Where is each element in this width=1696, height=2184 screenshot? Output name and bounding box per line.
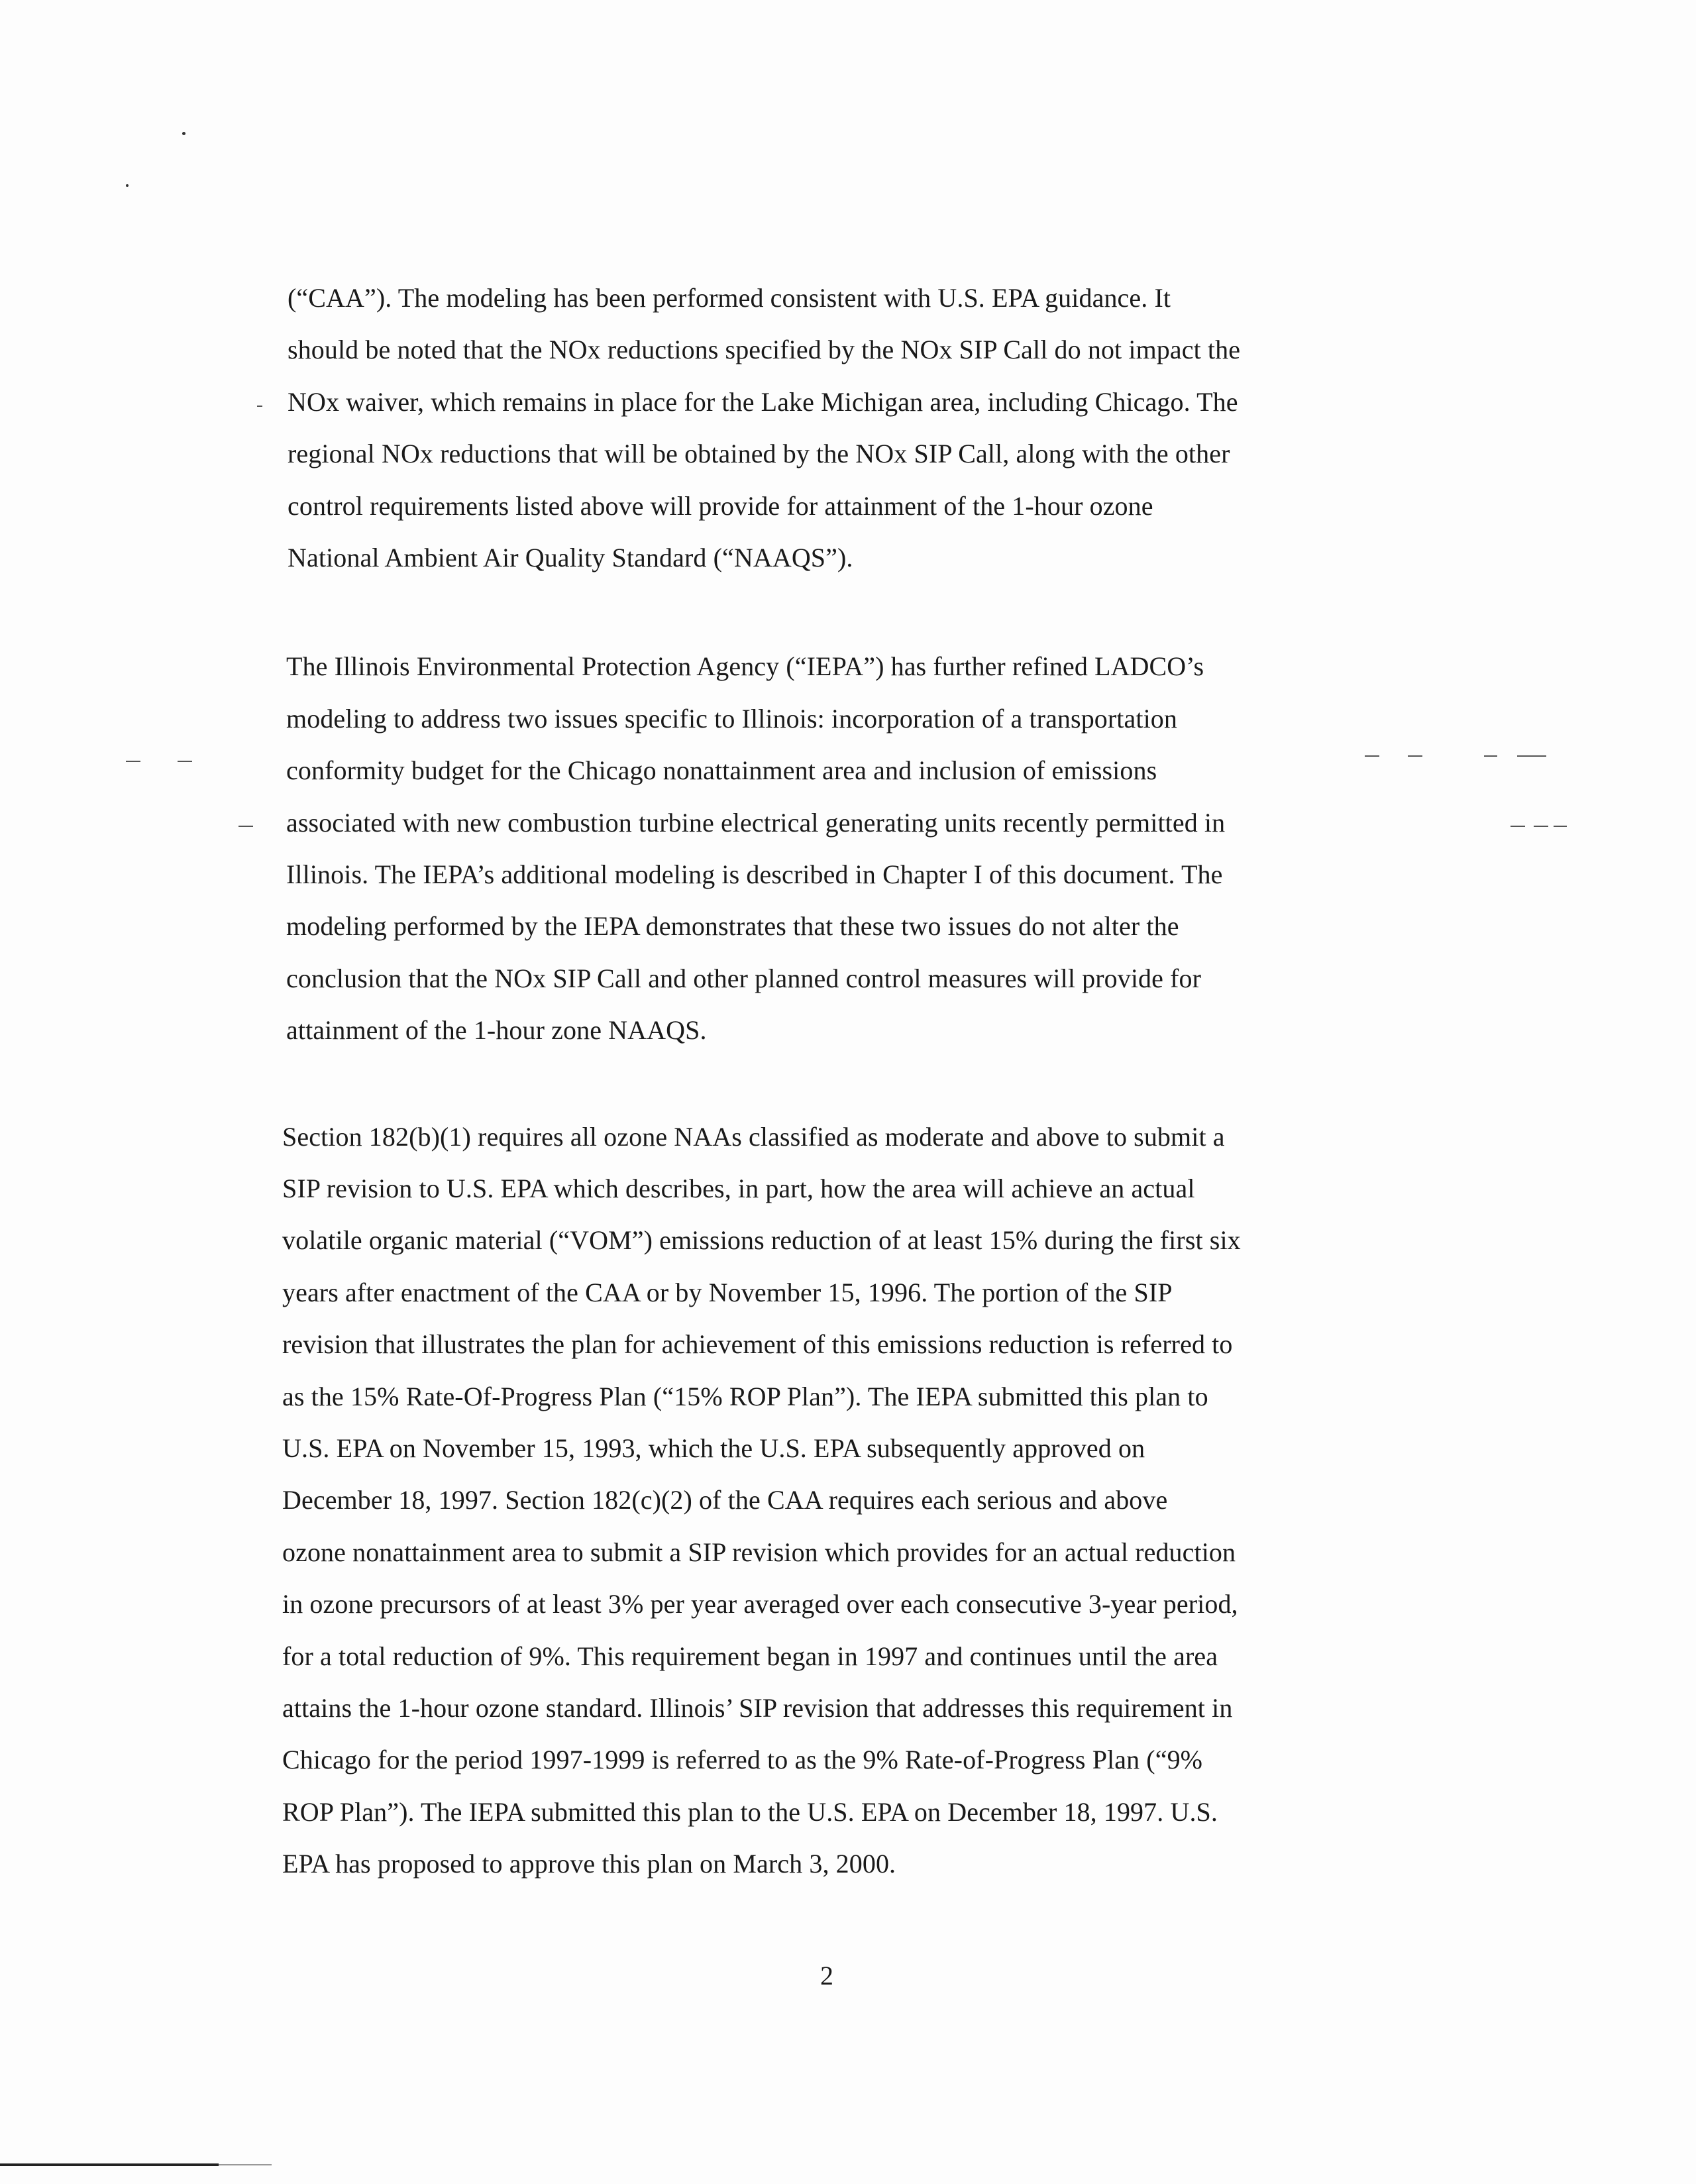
scan-mark — [1510, 826, 1525, 827]
text-line: as the 15% Rate-Of-Progress Plan (“15% ROP Plan”). The IEPA submitted this plan to — [282, 1382, 1208, 1411]
scan-edge-rule — [0, 2163, 219, 2166]
scan-speck — [126, 184, 129, 187]
text-line: attains the 1-hour ozone standard. Illinois’ SIP revision that addresses this requirement in — [282, 1693, 1233, 1723]
text-line: volatile organic material (“VOM”) emissions reduction of at least 15% during the first six — [282, 1225, 1241, 1255]
text-line: ROP Plan”). The IEPA submitted this plan to the U.S. EPA on December 18, 1997. U.S. — [282, 1797, 1218, 1827]
text-line: control requirements listed above will provide for attainment of the 1-hour ozone — [288, 491, 1153, 521]
scan-speck — [182, 132, 186, 135]
scan-mark — [1484, 755, 1497, 757]
text-line: Section 182(b)(1) requires all ozone NAAs classified as moderate and above to submit a — [282, 1122, 1225, 1152]
scan-mark — [178, 761, 192, 762]
text-line: for a total reduction of 9%. This requirement began in 1997 and continues until the area — [282, 1641, 1218, 1671]
text-line: revision that illustrates the plan for achievement of this emissions reduction is referred to — [282, 1329, 1233, 1359]
text-line: Illinois. The IEPA’s additional modeling is described in Chapter I of this document. The — [286, 859, 1223, 889]
text-line: conformity budget for the Chicago nonattainment area and inclusion of emissions — [286, 755, 1157, 785]
text-line: National Ambient Air Quality Standard (“NAAQS”). — [288, 543, 853, 573]
text-line: U.S. EPA on November 15, 1993, which the U.S. EPA subsequently approved on — [282, 1433, 1145, 1463]
scan-edge-rule-fade — [219, 2164, 272, 2165]
text-line: The Illinois Environmental Protection Agency (“IEPA”) has further refined LADCO’s — [286, 651, 1204, 681]
scan-mark — [1554, 826, 1567, 827]
text-line: years after enactment of the CAA or by November 15, 1996. The portion of the SIP — [282, 1278, 1173, 1307]
text-line: ozone nonattainment area to submit a SIP revision which provides for an actual reduction — [282, 1537, 1236, 1567]
text-line: conclusion that the NOx SIP Call and other planned control measures will provide for — [286, 963, 1202, 993]
page-number: 2 — [820, 1961, 833, 1991]
text-line: modeling performed by the IEPA demonstrates that these two issues do not alter the — [286, 911, 1179, 941]
scan-mark — [1534, 826, 1548, 827]
scan-mark — [126, 761, 140, 762]
scan-mark — [257, 406, 262, 407]
text-line: SIP revision to U.S. EPA which describes, in part, how the area will achieve an actual — [282, 1174, 1195, 1203]
text-line: in ozone precursors of at least 3% per year averaged over each consecutive 3-year period, — [282, 1589, 1238, 1619]
text-line: modeling to address two issues specific to Illinois: incorporation of a transportation — [286, 704, 1178, 734]
text-line: regional NOx reductions that will be obtained by the NOx SIP Call, along with the other — [288, 439, 1230, 468]
text-line: NOx waiver, which remains in place for the Lake Michigan area, including Chicago. The — [288, 387, 1238, 417]
text-line: December 18, 1997. Section 182(c)(2) of the CAA requires each serious and above — [282, 1485, 1168, 1515]
text-line: associated with new combustion turbine electrical generating units recently permitted in — [286, 808, 1226, 838]
text-line: Chicago for the period 1997-1999 is referred to as the 9% Rate-of-Progress Plan (“9% — [282, 1745, 1203, 1774]
text-line: attainment of the 1-hour zone NAAQS. — [286, 1015, 707, 1045]
text-line: (“CAA”). The modeling has been performed consistent with U.S. EPA guidance. It — [288, 283, 1171, 313]
scan-mark — [1517, 755, 1546, 757]
text-line: EPA has proposed to approve this plan on March 3, 2000. — [282, 1849, 896, 1879]
scan-mark — [238, 826, 253, 827]
text-line: should be noted that the NOx reductions specified by the NOx SIP Call do not impact the — [288, 335, 1241, 364]
scan-mark — [1408, 755, 1422, 757]
scan-mark — [1365, 755, 1379, 757]
